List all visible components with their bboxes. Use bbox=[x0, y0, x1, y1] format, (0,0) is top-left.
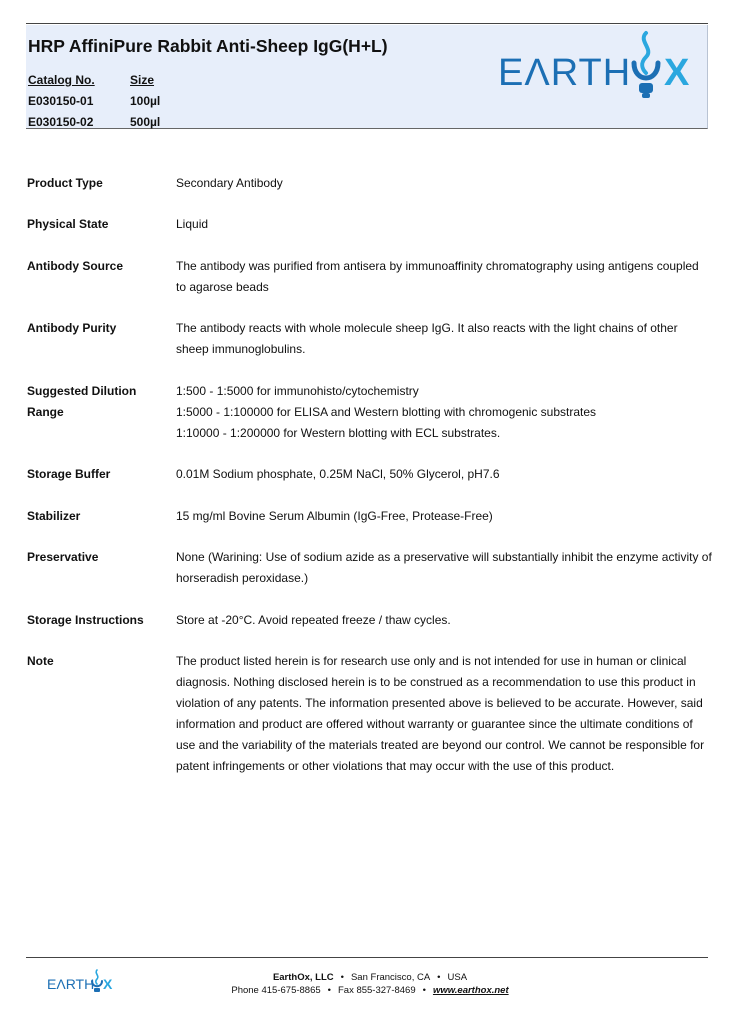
spec-value-line: Store at -20°C. Avoid repeated freeze / thaw cycles. bbox=[176, 613, 451, 627]
spec-label bbox=[27, 381, 167, 423]
spec-value-line: use and the variability of the materials treated are beyond our control. We cannot be responsible for bbox=[176, 738, 705, 752]
footer-bullet: • bbox=[422, 985, 426, 996]
earthox-logo bbox=[496, 27, 702, 105]
footer-country: USA bbox=[447, 972, 468, 983]
header-box bbox=[26, 25, 708, 129]
footer-bullet: • bbox=[327, 985, 331, 996]
spec-value bbox=[176, 610, 712, 631]
catalog-header: Catalog No. bbox=[28, 73, 95, 87]
footer-logo-text-right: X bbox=[103, 976, 113, 992]
spec-value-line: 1:10000 - 1:200000 for Western blotting with ECL substrates. bbox=[176, 426, 501, 440]
spec-value-line: None (Warining: Use of sodium azide as a preservative will substantially inhibit the enzyme activity of bbox=[176, 550, 712, 564]
spec-label: Storage Instructions bbox=[27, 613, 144, 627]
spec-value bbox=[176, 256, 712, 298]
spec-value bbox=[176, 506, 712, 527]
logo-text-left: EΛRTH bbox=[498, 52, 632, 94]
spec-value-line: Secondary Antibody bbox=[176, 176, 283, 190]
footer-line-2 bbox=[160, 984, 580, 997]
footer-bullet: • bbox=[437, 972, 441, 983]
spec-value bbox=[176, 464, 712, 485]
footer-line-1 bbox=[160, 971, 580, 984]
spec-value-line: The antibody was purified from antisera by immunoaffinity chromatography using antigens coupled bbox=[176, 259, 699, 273]
spec-value-line: The antibody reacts with whole molecule sheep IgG. It also reacts with the light chains of other bbox=[176, 321, 678, 335]
spec-label: Note bbox=[27, 654, 54, 668]
footer-logo-text-left: EΛRTH bbox=[47, 976, 95, 992]
spec-label: Preservative bbox=[27, 550, 99, 564]
ox-emblem-icon bbox=[634, 33, 658, 98]
spec-label: Storage Buffer bbox=[27, 467, 111, 481]
catalog-number: E030150-02 bbox=[28, 115, 94, 129]
footer-phone: Phone 415-675-8865 bbox=[231, 985, 321, 996]
spec-label: Antibody Source bbox=[27, 259, 124, 273]
spec-value bbox=[176, 214, 712, 235]
spec-label-line: Suggested Dilution bbox=[27, 384, 137, 398]
spec-value-line: to agarose beads bbox=[176, 280, 269, 294]
spec-value-line: patent infringements or other violations that may occur with the use of this product. bbox=[176, 759, 615, 773]
spec-value-line: sheep immunoglobulins. bbox=[176, 342, 306, 356]
footer-company: EarthOx, LLC bbox=[272, 972, 334, 983]
footer-website-link[interactable]: www.earthox.net bbox=[432, 985, 509, 996]
spec-value-line: violation of any patents. The information presented above is believed to be accurate. However, said bbox=[176, 696, 703, 710]
footer-bullet: • bbox=[340, 972, 344, 983]
spec-value-line: 1:500 - 1:5000 for immunohisto/cytochemistry bbox=[176, 384, 419, 398]
spec-value-line: information and product are offered without warranty or guarantee since the ultimate conditions of bbox=[176, 717, 693, 731]
logo-text-right: X bbox=[664, 52, 690, 94]
catalog-size: 100µl bbox=[130, 94, 161, 108]
spec-value-line: The product listed herein is for research use only and is not intended for use in human or clinical bbox=[176, 654, 687, 668]
spec-label-line: Range bbox=[27, 405, 64, 419]
top-rule bbox=[26, 23, 708, 24]
spec-value bbox=[176, 318, 712, 360]
catalog-size: 500µl bbox=[130, 115, 161, 129]
spec-value-line: Liquid bbox=[176, 217, 209, 231]
earthox-footer-logo bbox=[47, 968, 117, 996]
spec-value-line: 15 mg/ml Bovine Serum Albumin (IgG-Free, Protease-Free) bbox=[176, 509, 493, 523]
footer-fax: Fax 855-327-8469 bbox=[337, 985, 416, 996]
spec-value-line: 0.01M Sodium phosphate, 0.25M NaCl, 50% Glycerol, pH7.6 bbox=[176, 467, 500, 481]
size-header: Size bbox=[130, 73, 155, 87]
spec-value-line: diagnosis. Nothing disclosed herein is to be construed as a recommendation to use this product in bbox=[176, 675, 696, 689]
spec-label: Physical State bbox=[27, 217, 109, 231]
spec-label: Antibody Purity bbox=[27, 321, 117, 335]
footer-contact bbox=[160, 971, 580, 997]
spec-value-line: horseradish peroxidase.) bbox=[176, 571, 309, 585]
spec-value bbox=[176, 651, 712, 777]
footer-rule bbox=[26, 957, 708, 958]
product-title: HRP AffiniPure Rabbit Anti-Sheep IgG(H+L) bbox=[28, 36, 388, 56]
spec-label: Stabilizer bbox=[27, 509, 81, 523]
footer-city: San Francisco, CA bbox=[350, 972, 431, 983]
spec-value bbox=[176, 173, 712, 194]
catalog-number: E030150-01 bbox=[28, 94, 94, 108]
spec-value bbox=[176, 381, 712, 444]
spec-value-line: 1:5000 - 1:100000 for ELISA and Western blotting with chromogenic substrates bbox=[176, 405, 597, 419]
spec-label: Product Type bbox=[27, 176, 103, 190]
spec-value bbox=[176, 547, 712, 589]
